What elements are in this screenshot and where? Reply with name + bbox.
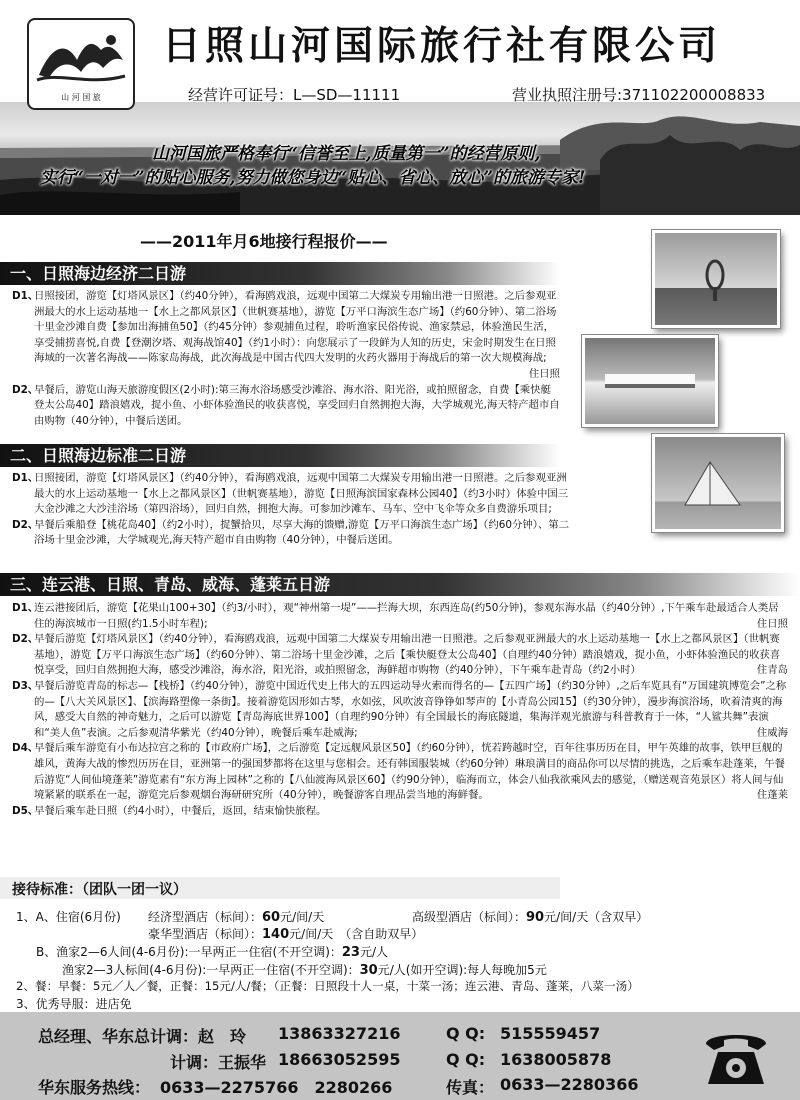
day-text: 日照接团，游览【灯塔风景区】（约40分钟），看海鸥戏浪，远观中国第二大煤炭专用输出港一日照港。之后参观亚洲最大的水上运动基地一【水上之都风景区】（世帆赛基地），游览【日照海滨国家森林公园40】（约3小时）体验中国三大金沙滩之大沙洼浴场（第四浴场），回归自然，拥抱大海。可参加沙滩车、马车、空中飞伞等众多自费游乐项目; bbox=[34, 472, 569, 516]
day-text: 早餐后乘车赴日照（约4小时），中餐后，返回，结束愉快旅程。 bbox=[34, 804, 327, 817]
day-stay: 住日照 bbox=[528, 367, 560, 380]
fisher-2-price: 30 bbox=[359, 963, 378, 978]
day-label: D1、 bbox=[12, 602, 39, 614]
itinerary-day bbox=[12, 741, 788, 803]
itinerary-day bbox=[12, 679, 788, 741]
economy-hotel bbox=[148, 908, 324, 925]
photo-tent-beach bbox=[652, 434, 784, 532]
qq-number-2: 1638005878 bbox=[500, 1050, 612, 1069]
standards-heading: 接待标准：（团队一团一议） bbox=[12, 882, 187, 898]
day-label: D3、 bbox=[12, 679, 39, 692]
planner-phone: 18663052595 bbox=[278, 1050, 401, 1069]
day-label: D2、 bbox=[12, 383, 39, 396]
fisher-2-unit: 元/人(如开空调):每人每晚加5元 bbox=[377, 963, 547, 977]
manager-name: 总经理、华东总计调：赵 玲 bbox=[38, 1027, 247, 1046]
day-text: 连云港接团后，游览【花果山100+30】（约3/小时），观“神州第一堤”——拦海大坝，东西连岛(约50分钟)，参观东海水晶（约40分钟）,下午乘车赴最适合人类居住的海滨城市一日照(约1.5小时车程); bbox=[34, 602, 779, 630]
qq-number-1: 515559457 bbox=[500, 1024, 601, 1043]
sculpture-icon bbox=[655, 233, 777, 325]
fisher-1-price: 23 bbox=[341, 945, 360, 960]
standards-line-hotel bbox=[16, 908, 121, 925]
luxury-price: 140 bbox=[262, 927, 290, 942]
photo-seaside-building bbox=[582, 335, 718, 427]
section-heading-2: 二、日照海边标准二日游 bbox=[0, 444, 560, 467]
day-label: D4、 bbox=[12, 742, 39, 755]
license-number: 经营许可证号：L—SD—11111 bbox=[188, 86, 401, 104]
manager-phone: 13863327216 bbox=[278, 1024, 401, 1043]
qq-label-2: Q Q: bbox=[446, 1050, 486, 1069]
fisher-1-text: B、渔家2—6人间(4-6月份):一早两正一住宿(不开空调)： bbox=[36, 945, 342, 959]
itinerary-day bbox=[12, 804, 788, 820]
high-unit: 元/间/天（含双早） bbox=[544, 910, 649, 924]
guide-standard: 3、优秀导服：进店免 bbox=[16, 997, 132, 1011]
day-label: D1、 bbox=[12, 472, 39, 484]
day-text: 早餐后乘船登【桃花岛40】（约2小时），捉蟹拾贝，尽享大海的馈赠,游览【万平口海滨生态广场】（约60分钟）、第二浴场十里金沙滩，大学城观光,海天特产超市自由购物（40分钟），中餐后送团。 bbox=[34, 518, 570, 547]
day-text: 早餐后游览青岛的标志—【栈桥】（约40分钟），游览中国近代史上伟大的五四运动导火索而得名的—【五四广场】（约30分钟）,之后车览具有“万国建筑博览会”之称的—【八大关风景区】、【滨海路塑像一条街】。接着游览因形如古琴，水如弦，风吹波音铮铮如琴声的【小青岛公园15】（约30分钟），漫步海滨浴场，吹着清爽的海风，感受大自然的神奇魅力，之后可以游览【青岛海底世界100】（自理约90分钟）有全国最长的海底隧道，集海洋观光旅游与科普教育于一体，“人鲨共舞”表演和“美人鱼”表演。之后参观清华紫光（约40分钟），晚餐后乘车赴威海; bbox=[34, 679, 787, 739]
footer-contact bbox=[0, 1012, 800, 1100]
itinerary-day bbox=[12, 289, 560, 383]
day-label: D2、 bbox=[12, 518, 39, 531]
day-text: 早餐后乘车游览有小布达拉宫之称的【市政府广场】，之后游览【定远舰风景区50】（约60分钟），恍若跨越时空，百年往事历历在目，甲午英雄的故事，铁甲巨舰的雄风，黄海大战的惨烈历历在目，亚洲第一的强国梦都将在这里与您相会。还有韩国服装城（约60分钟）琳琅满目的商品你可以尽情的挑选，之后乘车赴蓬莱，午餐后游览“人间仙境蓬莱”游览素有“东方海上园林”之称的【八仙渡海风景区60】（约90分钟），临海而立，体会八仙我欲乘风去的感觉，（赠送观音苑景区）将人间与仙境紧紧的联系在一起，游览完后参观烟台海研研究所（40分钟），晚餐游客自理品尝当地的海鲜餐。 bbox=[34, 742, 785, 802]
hotline-number: 0633—2275766 2280266 bbox=[160, 1078, 393, 1097]
high-hotel bbox=[412, 908, 648, 925]
motto-line-1: 山河国旅严格奉行“信誉至上,质量第一”的经营原则, bbox=[152, 144, 541, 164]
luxury-hotel bbox=[148, 925, 423, 942]
day-stay: 住青岛 bbox=[756, 664, 788, 677]
day-text: 早餐后，游览山海天旅游度假区(2小时):第三海水浴场感受沙滩浴、海水浴、阳光浴，或拍照留念，自费【乘快艇登太公岛40】踏浪嬉戏，捉小鱼、小虾体验渔民的收获喜悦，享受回归自然拥抱大海，大学城观光,海天特产超市自由购物（40分钟），中餐后送团。 bbox=[34, 383, 560, 427]
high-label: 高级型酒店（标间）： bbox=[412, 910, 527, 924]
tent-icon bbox=[655, 437, 781, 529]
section-heading-1: 一、日照海边经济二日游 bbox=[0, 262, 560, 285]
itinerary-day bbox=[12, 471, 577, 518]
economy-unit: 元/间/天 bbox=[280, 910, 325, 924]
day-stay: 住威海 bbox=[756, 726, 788, 739]
fax-number: 0633—2280366 bbox=[500, 1075, 639, 1094]
day-text: 早餐后游览【灯塔风景区】（约40分钟），看海鸥戏浪，远观中国第二大煤炭专用输出港一日照港。之后参观亚洲最大的水上运动基地一【水上之都风景区】（世帆赛基地），游览【万平口海滨生态广场】（约60分钟）、第二浴场十里金沙滩，之后【乘快艇登太公岛40】（自理约40分钟）踏浪嬉戏，捉小鱼，小虾体验渔民的收获喜悦享受，回归自然拥抱大海，感受沙滩浴，海水浴，阳光浴，或拍照留念，海鲜超市购物（约40分钟），下午乘车赴青岛（约2小时） bbox=[34, 633, 781, 677]
company-name: 日照山河国际旅行社有限公司 bbox=[162, 24, 722, 69]
meal-standard: 2、餐：早餐：5元／人／餐，正餐：15元/人/餐；（正餐：日照段十人一桌，十菜一汤；连云港、青岛、蓬莱，八菜一汤） bbox=[16, 979, 639, 993]
header-banner bbox=[0, 0, 800, 215]
logo-text: 山 河 国 旅 bbox=[61, 93, 101, 102]
economy-price: 60 bbox=[262, 910, 281, 925]
hotline-label: 华东服务热线： bbox=[38, 1078, 151, 1097]
fisher-house-2 bbox=[62, 961, 547, 978]
qq-label-1: Q Q: bbox=[446, 1024, 486, 1043]
day-label: D1、 bbox=[12, 290, 39, 302]
day-label: D5、 bbox=[12, 804, 39, 817]
high-price: 90 bbox=[526, 910, 545, 925]
business-registration: 营业执照注册号:371102200008833 bbox=[512, 86, 766, 104]
photo-lighthouse-plaza bbox=[652, 230, 780, 328]
hotel-label: 1、A、住宿(6月份) bbox=[16, 910, 121, 924]
day-stay: 住蓬莱 bbox=[756, 789, 788, 802]
motto-line-2: 实行“一对一”的贴心服务,努力做您身边“贴心、省心、放心”的旅游专家! bbox=[40, 168, 586, 188]
itinerary-day bbox=[12, 518, 577, 549]
telephone-icon bbox=[700, 1026, 772, 1092]
itinerary-day bbox=[12, 632, 788, 679]
luxury-label: 豪华型酒店（标间）： bbox=[148, 927, 263, 941]
itinerary-day bbox=[12, 383, 560, 430]
section-3-itinerary bbox=[12, 601, 788, 819]
day-stay: 住日照 bbox=[756, 617, 788, 630]
fax-label: 传真： bbox=[446, 1078, 495, 1097]
day-text: 日照接团，游览【灯塔风景区】（约40分钟），看海鸥戏浪，远观中国第二大煤炭专用输出港一日照港。之后参观亚洲最大的水上运动基地一【水上之都风景区】（世帆赛基地），游览【万平口海滨生态广场】（约60分钟）、第二浴场十里金沙滩自费【参加出海捕鱼50】（约45分钟）参观捕鱼过程，聆听渔家民俗传说、渔家禁忌，体验渔民生活，享受捕捞喜悦,自费【登潮汐塔、观海战馆40】（约1小时）：向您展示了一段鲜为人知的历史，宋金时期发生在日照海域的一次著名海战——陈家岛海战，此次海战是中国古代四大发明的火药火器用于海战后的第一次大规模海战; bbox=[34, 290, 557, 365]
economy-label: 经济型酒店（标间）： bbox=[148, 910, 263, 924]
section-heading-3: 三、连云港、日照、青岛、威海、蓬莱五日游 bbox=[0, 573, 800, 596]
fisher-1-unit: 元/人 bbox=[359, 945, 389, 959]
fisher-2-text: 渔家2—3人标间(4-6月份):一早两正一住宿(不开空调)： bbox=[62, 963, 360, 977]
mountain-river-logo-icon bbox=[29, 20, 133, 90]
planner-name: 计调：王振华 bbox=[170, 1053, 267, 1072]
company-logo bbox=[27, 18, 135, 110]
section-2-itinerary bbox=[12, 471, 577, 549]
building-silhouette-icon bbox=[585, 338, 715, 424]
day-label: D2、 bbox=[12, 633, 39, 646]
fisher-house-1 bbox=[36, 943, 388, 960]
page-title: ——2011年月6地接行程报价—— bbox=[140, 232, 388, 251]
luxury-unit: 元/间/天 （含自助双早） bbox=[289, 927, 424, 941]
itinerary-day bbox=[12, 601, 788, 632]
section-1-itinerary bbox=[12, 289, 560, 429]
